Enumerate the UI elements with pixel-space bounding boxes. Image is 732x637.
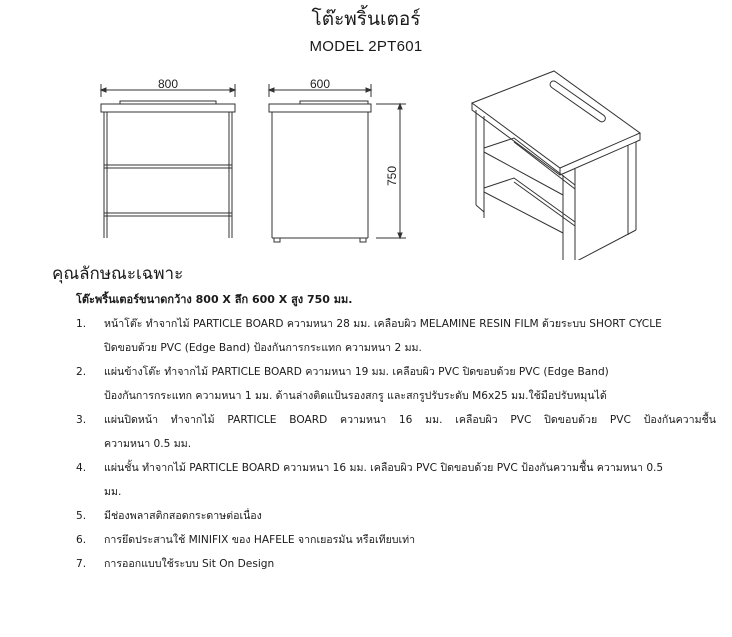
- spec-item-4: [76, 456, 716, 504]
- spec-text: แผ่นข้างโต๊ะ ทำจากไม้ PARTICLE BOARD ความหนา 19 มม. เคลือบผิว PVC ปิดขอบด้วย PVC (Edge Band): [104, 366, 609, 378]
- spec-text: แผ่นชั้น ทำจากไม้ PARTICLE BOARD ความหนา 16 มม. เคลือบผิว PVC ปิดขอบด้วย PVC ป้องกันความชื้น ความหนา 0.5: [104, 462, 664, 474]
- spec-number: 6.: [76, 534, 87, 546]
- technical-drawing: [0, 0, 732, 260]
- spec-number: 1.: [76, 318, 87, 330]
- spec-number: 7.: [76, 558, 87, 570]
- page-title: โต๊ะพริ้นเตอร์: [311, 8, 421, 30]
- spec-text: การยึดประสานใช้ MINIFIX ของ HAFELE จากเยอรมัน หรือเทียบเท่า: [104, 534, 416, 546]
- model-number: MODEL 2PT601: [309, 38, 423, 55]
- isometric-view: [472, 71, 640, 260]
- specs-subheading: โต๊ะพริ้นเตอร์ขนาดกว้าง 800 X ลึก 600 X สูง 750 มม.: [76, 293, 353, 306]
- spec-text: มม.: [104, 486, 122, 498]
- spec-item-5: [76, 504, 716, 528]
- width-dimension: 800: [157, 77, 179, 91]
- spec-number: 3.: [76, 414, 87, 426]
- specs-heading: คุณลักษณะเฉพาะ: [52, 264, 184, 284]
- spec-text: ปิดขอบด้วย PVC (Edge Band) ป้องกันการกระแทก ความหนา 2 มม.: [104, 342, 422, 354]
- spec-text: การออกแบบใช้ระบบ Sit On Design: [104, 558, 275, 570]
- spec-item-7: [76, 552, 716, 576]
- spec-item-3: [76, 408, 716, 456]
- height-dimension: 750: [385, 165, 399, 187]
- spec-number: 2.: [76, 366, 87, 378]
- spec-text: ป้องกันการกระแทก ความหนา 1 มม. ด้านล่างติดแป้นรองสกรู และสกรูปรับระดับ M6x25 มม.ใช้มือปรับหมุนได้: [104, 390, 607, 402]
- spec-text: ความหนา 0.5 มม.: [104, 438, 192, 450]
- depth-dimension: 600: [309, 77, 331, 91]
- spec-text: แผ่นปิดหน้า ทำจากไม้ PARTICLE BOARD ความหนา 16 มม. เคลือบผิว PVC ปิดขอบด้วย PVC ป้องกันความชื้น: [104, 414, 716, 426]
- spec-item-2: [76, 360, 716, 408]
- spec-text: หน้าโต๊ะ ทำจากไม้ PARTICLE BOARD ความหนา 28 มม. เคลือบผิว MELAMINE RESIN FILM ด้วยระบบ SHORT CYCLE: [104, 318, 662, 330]
- front-view: [101, 84, 235, 238]
- spec-item-1: [76, 312, 716, 360]
- spec-number: 5.: [76, 510, 87, 522]
- specs-list: [76, 312, 716, 576]
- spec-number: 4.: [76, 462, 87, 474]
- side-view: [269, 84, 406, 242]
- spec-text: มีช่องพลาสติกสอดกระดาษต่อเนื่อง: [104, 510, 262, 522]
- spec-item-6: [76, 528, 716, 552]
